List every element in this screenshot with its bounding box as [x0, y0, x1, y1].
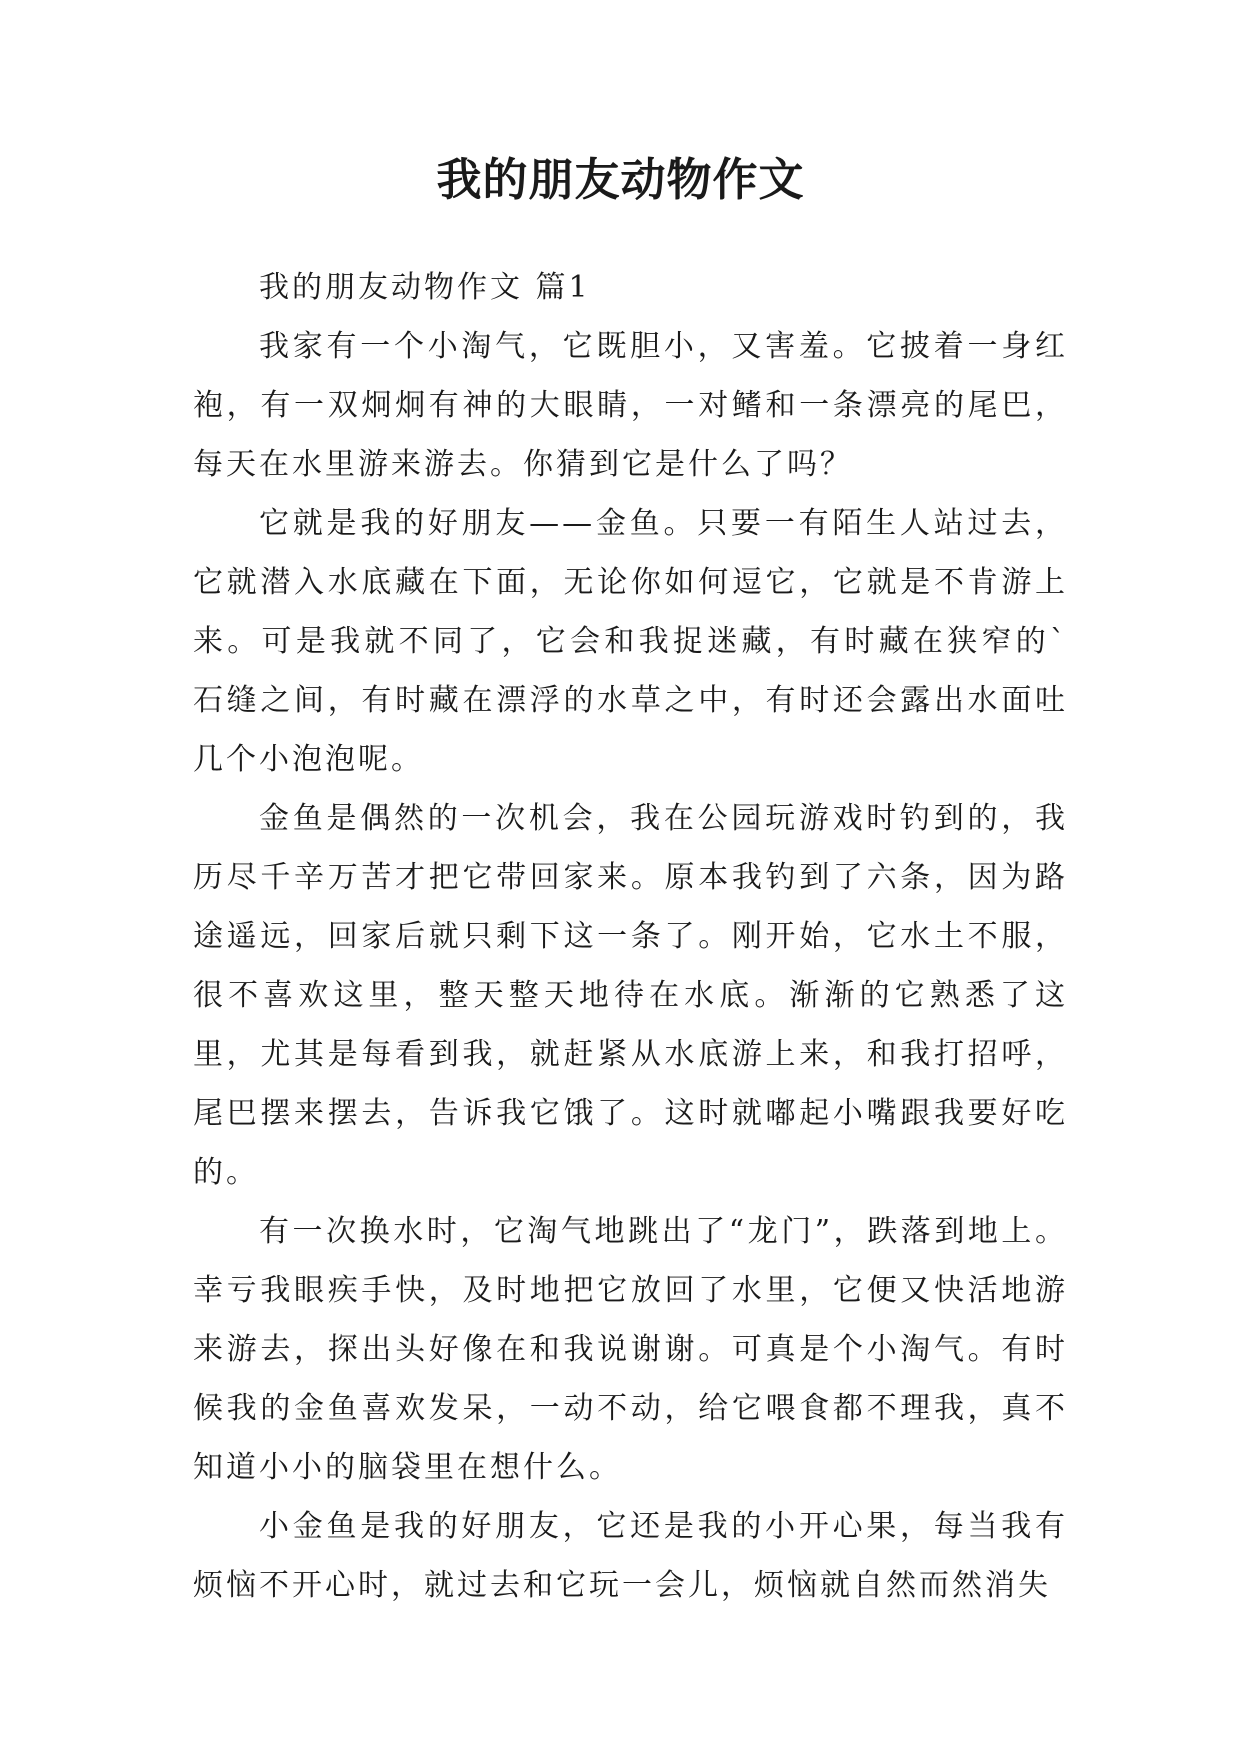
paragraph: 有一次换水时，它淘气地跳出了“龙门”，跌落到地上。幸亏我眼疾手快，及时地把它放回了水里，它便又快活地游来游去，探出头好像在和我说谢谢。可真是个小淘气。有时候我的金鱼喜欢发呆，一动不动，给它喂食都不理我，真不知道小小的脑袋里在想什么。: [193, 1214, 1068, 1485]
paragraph: 金鱼是偶然的一次机会，我在公园玩游戏时钓到的，我历尽千辛万苦才把它带回家来。原本我钓到了六条，因为路途遥远，回家后就只剩下这一条了。刚开始，它水土不服，很不喜欢这里，整天整天地待在水底。渐渐的它熟悉了这里，尤其是每看到我，就赶紧从水底游上来，和我打招呼，尾巴摆来摆去，告诉我它饿了。这时就嘟起小嘴跟我要好吃的。: [193, 801, 1068, 1190]
document-title: 我的朋友动物作文: [436, 153, 805, 206]
document-body: [193, 258, 1068, 1615]
section-heading: 我的朋友动物作文 篇1: [259, 270, 591, 305]
paragraph: 它就是我的好朋友——金鱼。只要一有陌生人站过去，它就潜入水底藏在下面，无论你如何逗它，它就是不肯游上来。可是我就不同了，它会和我捉迷藏，有时藏在狭窄的`石缝之间，有时藏在漂浮的水草之中，有时还会露出水面吐几个小泡泡呢。: [193, 506, 1068, 777]
paragraph: 我家有一个小淘气，它既胆小，又害羞。它披着一身红袍，有一双炯炯有神的大眼睛，一对鳍和一条漂亮的尾巴，每天在水里游来游去。你猜到它是什么了吗？: [193, 329, 1068, 482]
paragraph: 小金鱼是我的好朋友，它还是我的小开心果，每当我有烦恼不开心时，就过去和它玩一会儿，烦恼就自然而然消失: [193, 1509, 1068, 1603]
